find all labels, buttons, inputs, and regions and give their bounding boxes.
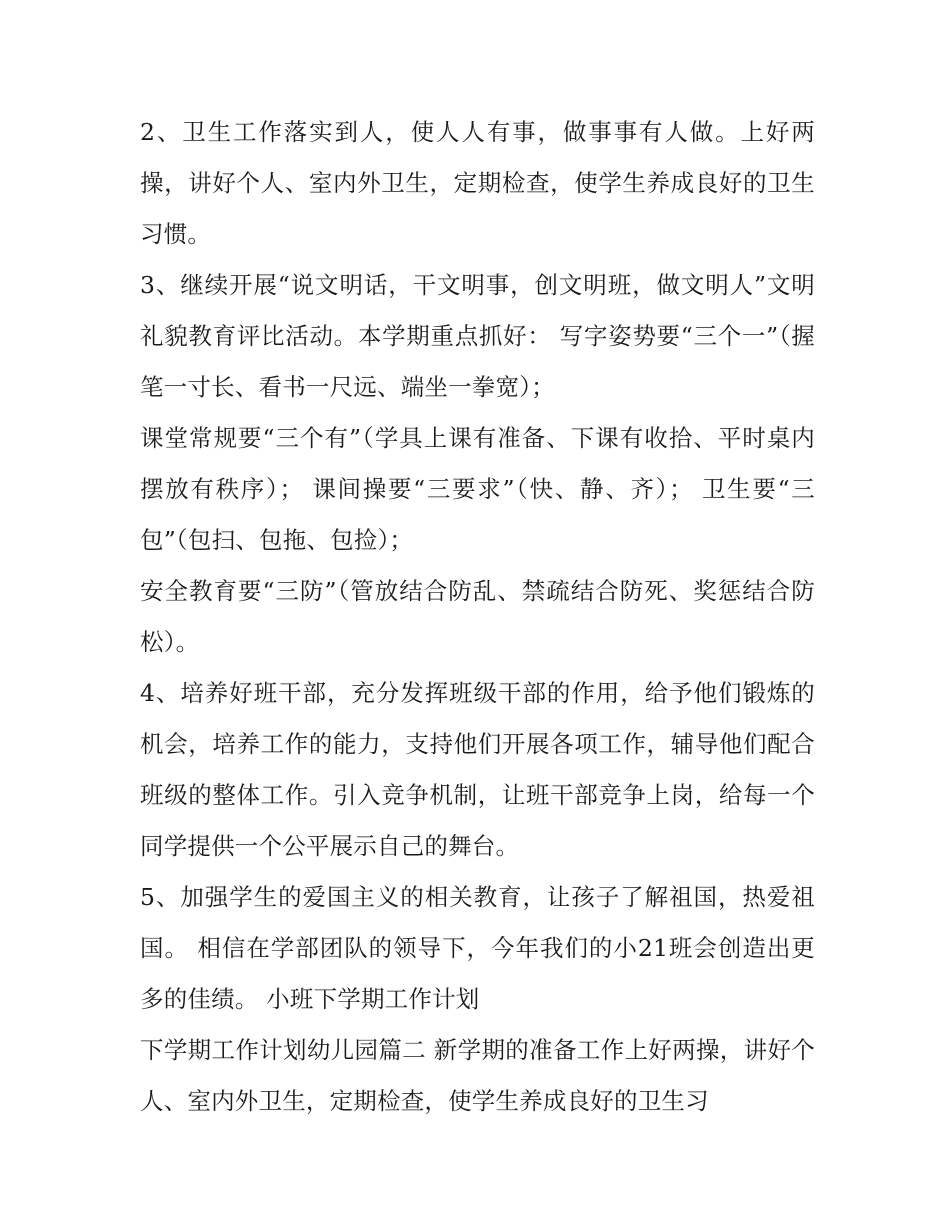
paragraph-class-cadres: 4、培养好班干部，充分发挥班级干部的作用，给予他们锻炼的机会，培养工作的能力，支持他们开展各项工作，辅导他们配合班级的整体工作。引入竞争机制，让班干部竞争上岗，给每一个同学提供一个公平展示自己的舞台。 xyxy=(140,679,815,860)
paragraph-safety: 安全教育要“三防”（管放结合防乱、禁疏结合防死、奖惩结合防松）。 xyxy=(140,577,815,656)
document-body xyxy=(140,107,815,1127)
paragraph-classroom-rules: 课堂常规要“三个有”（学具上课有准备、下课有收拾、平时桌内摆放有秩序）； 课间操要“三要求”（快、静、齐）； 卫生要“三包”（包扫、包拖、包捡）； xyxy=(140,424,815,554)
paragraph-civility: 3、继续开展“说文明话，干文明事，创文明班，做文明人”文明礼貌教育评比活动。本学期重点抓好： 写字姿势要“三个一”（握笔一寸长、看书一尺远、端坐一拳宽）； xyxy=(140,271,815,401)
paragraph-next-plan: 下学期工作计划幼儿园篇二 新学期的准备工作上好两操，讲好个人、室内外卫生，定期检查，使学生养成良好的卫生习 xyxy=(140,1036,815,1115)
paragraph-patriotism: 5、加强学生的爱国主义的相关教育，让孩子了解祖国，热爱祖国。 相信在学部团队的领导下，今年我们的小21班会创造出更多的佳绩。 小班下学期工作计划 xyxy=(140,883,815,1013)
paragraph-hygiene: 2、卫生工作落实到人，使人人有事，做事事有人做。上好两操，讲好个人、室内外卫生，定期检查，使学生养成良好的卫生习惯。 xyxy=(140,118,815,248)
